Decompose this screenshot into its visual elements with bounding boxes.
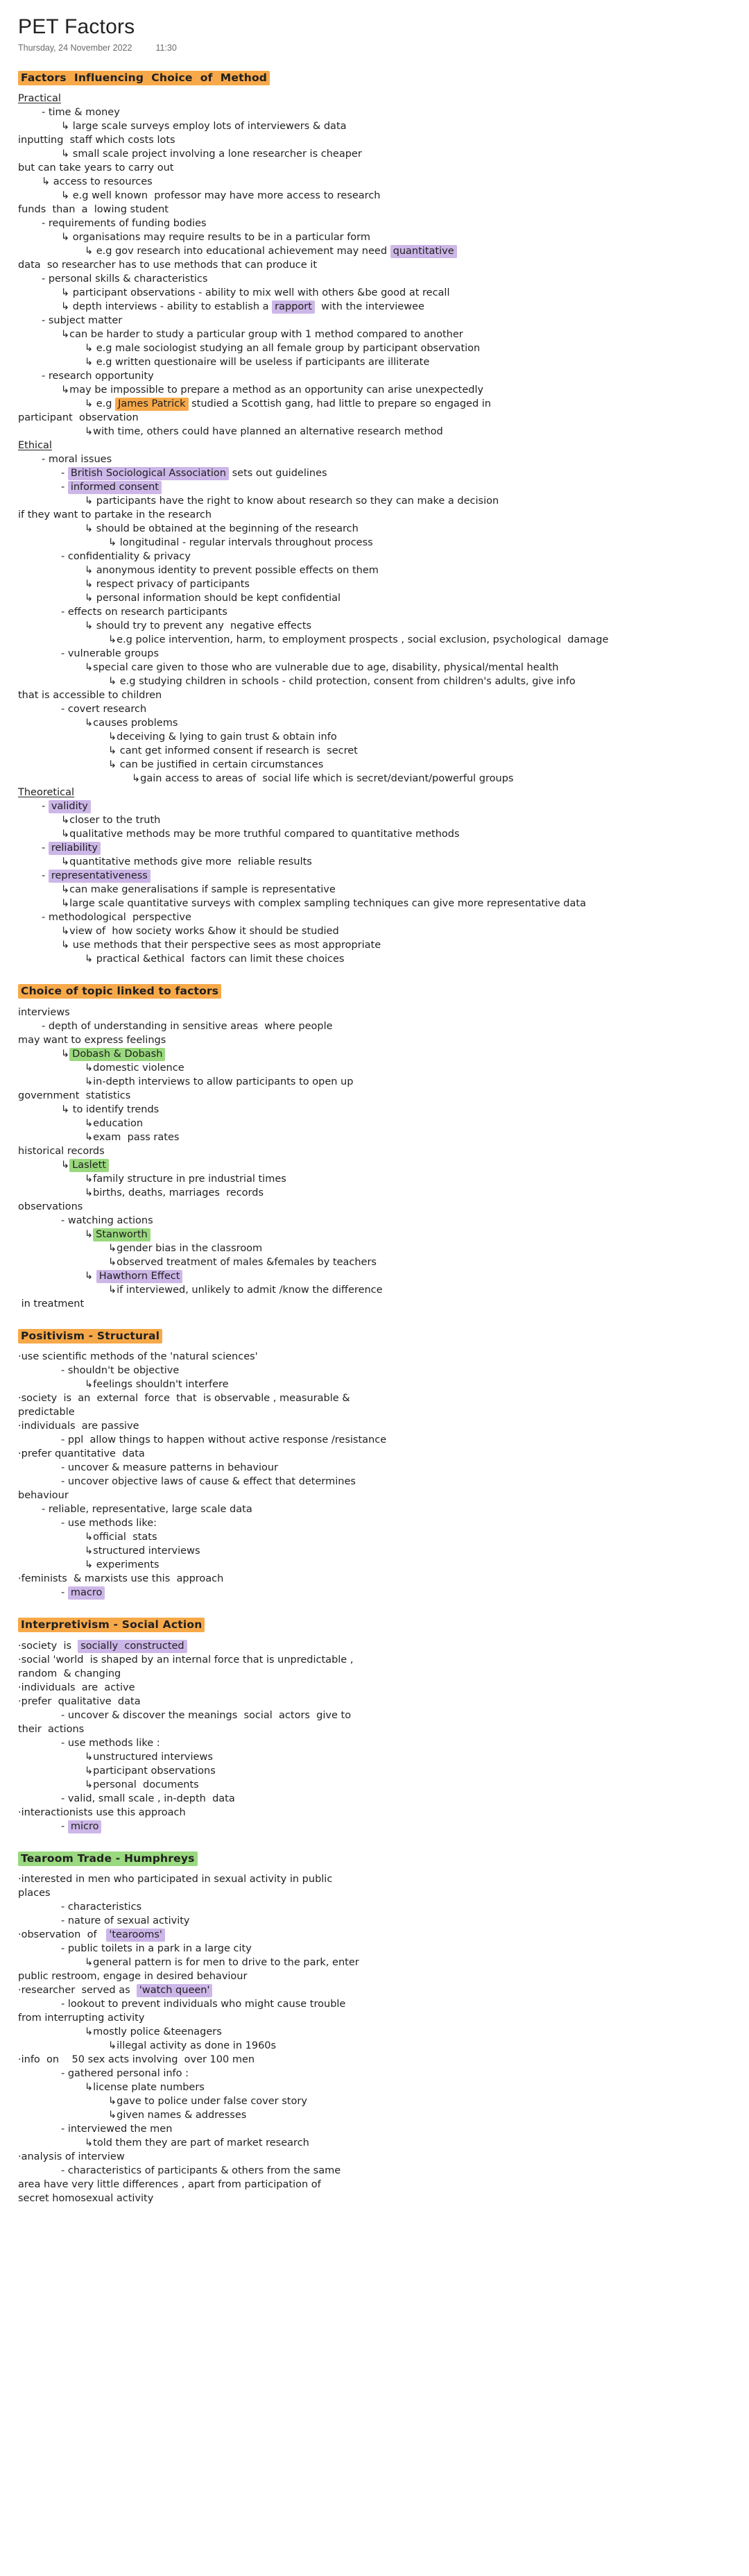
- note-line: ↳license plate numbers: [85, 2081, 205, 2093]
- note-line: ↳quantitative methods give more reliable results: [61, 856, 312, 868]
- note-line: ·interested in men who participated in sexual activity in public: [18, 1873, 333, 1885]
- highlighted-term: reliability: [49, 842, 101, 855]
- highlighted-term: informed consent: [68, 481, 162, 494]
- note-line: ↳ e.g James Patrick studied a Scottish gang, had little to prepare so engaged in: [85, 398, 491, 410]
- highlighted-term: Stanworth: [93, 1228, 150, 1242]
- highlighted-term: 'tearooms': [106, 1929, 165, 1942]
- document-time: 11:30: [155, 43, 177, 53]
- note-line: ↳ Hawthorn Effect: [18, 1269, 731, 1283]
- note-line: data so researcher has to use methods that can produce it: [18, 260, 318, 271]
- section-heading: [18, 1852, 731, 1866]
- note-line: ↳ access to resources: [42, 176, 153, 188]
- highlighted-term: Hawthorn Effect: [96, 1270, 183, 1283]
- highlighted-term: British Sociological Association: [68, 467, 229, 480]
- note-line: ↳ to identify trends: [61, 1103, 160, 1115]
- note-line: ↳ practical &ethical factors can limit these choices: [85, 954, 345, 965]
- note-line: ↳illegal activity as done in 1960s: [108, 2040, 277, 2051]
- highlighted-term: quantitative: [390, 245, 457, 258]
- note-line: Practical: [18, 93, 61, 105]
- note-line: - methodological perspective: [42, 912, 191, 924]
- note-line: ↳observed treatment of males &females by teachers: [108, 1256, 377, 1268]
- note-line: - valid, small scale , in-depth data: [61, 1793, 235, 1804]
- note-line: ↳personal documents: [85, 1779, 199, 1790]
- section-heading-text: Factors Influencing Choice of Method: [18, 71, 270, 85]
- section-heading-text: Interpretivism - Social Action: [18, 1618, 205, 1632]
- highlighted-term: rapport: [272, 300, 315, 314]
- note-line: ↳ large scale surveys employ lots of interviewers & data: [61, 121, 347, 133]
- note-line: - uncover & discover the meanings social actors give to: [61, 1709, 352, 1721]
- note-line: - use methods like:: [61, 1518, 157, 1530]
- note-line: - depth of understanding in sensitive areas where people: [42, 1020, 333, 1032]
- note-line: ↳ experiments: [85, 1559, 160, 1571]
- note-line: ↳given names & addresses: [108, 2109, 247, 2121]
- document-meta: [18, 43, 731, 53]
- note-line: - lookout to prevent individuals who might cause trouble: [61, 1998, 346, 2010]
- note-line: ·observation of 'tearooms': [18, 1928, 731, 1942]
- note-line: - public toilets in a park in a large city: [61, 1942, 252, 1954]
- highlighted-term: socially constructed: [78, 1640, 187, 1653]
- note-line: ↳large scale quantitative surveys with complex sampling techniques can give more representative data: [61, 898, 586, 910]
- note-line: participant observation: [18, 412, 139, 424]
- note-line: - shouldn't be objective: [61, 1365, 180, 1377]
- note-line: ·use scientific methods of the 'natural sciences': [18, 1351, 258, 1363]
- note-line: - reliable, representative, large scale data: [42, 1504, 252, 1516]
- note-line: ↳view of how society works &how it should be studied: [61, 926, 339, 938]
- note-line: Theoretical: [18, 787, 75, 799]
- note-line: ↳ cant get informed consent if research is secret: [108, 745, 358, 757]
- section-heading: [18, 984, 731, 999]
- note-line: Ethical: [18, 440, 52, 452]
- note-line: - uncover & measure patterns in behaviour: [61, 1462, 279, 1474]
- note-line: - interviewed the men: [61, 2123, 173, 2135]
- note-line: ↳ should try to prevent any negative effects: [85, 620, 312, 632]
- note-line: their actions: [18, 1723, 85, 1735]
- note-line: - covert research: [61, 704, 147, 715]
- note-line: - ppl allow things to happen without active response /resistance: [61, 1434, 387, 1446]
- page-title: PET Factors: [18, 15, 135, 38]
- note-line: inputting staff which costs lots: [18, 135, 175, 146]
- note-line: ↳can make generalisations if sample is representative: [61, 884, 336, 896]
- highlighted-term: micro: [68, 1820, 102, 1833]
- note-line: historical records: [18, 1145, 105, 1157]
- note-line: - confidentiality & privacy: [61, 551, 191, 563]
- section-heading: [18, 1618, 731, 1632]
- note-line: ↳ Laslett: [18, 1158, 731, 1172]
- note-line: - effects on research participants: [61, 607, 227, 618]
- note-line: area have very little differences , apart from participation of: [18, 2178, 321, 2190]
- note-line: ↳births, deaths, marriages records: [85, 1187, 264, 1198]
- section-heading-text: Choice of topic linked to factors: [18, 984, 221, 999]
- highlighted-term: macro: [68, 1586, 105, 1600]
- section-spacer: [18, 1600, 731, 1618]
- note-line: - characteristics: [61, 1901, 142, 1913]
- note-line: ↳ Dobash & Dobash: [18, 1047, 731, 1061]
- note-line: ↳ e.g written questionaire will be useless if participants are illiterate: [85, 357, 430, 368]
- note-line: secret homosexual activity: [18, 2192, 154, 2204]
- note-line: - time & money: [42, 107, 120, 119]
- note-line: ↳mostly police &teenagers: [85, 2026, 222, 2037]
- note-line: ↳ anonymous identity to prevent possible effects on them: [85, 565, 379, 577]
- highlighted-term: James Patrick: [115, 398, 188, 411]
- highlighted-term: representativeness: [49, 870, 150, 883]
- note-line: ↳ personal information should be kept confidential: [85, 593, 341, 604]
- note-line: - moral issues: [42, 454, 112, 466]
- note-line: ↳ e.g male sociologist studying an all female group by participant observation: [85, 343, 481, 355]
- note-line: - vulnerable groups: [61, 648, 160, 660]
- note-line: from interrupting activity: [18, 2012, 145, 2024]
- note-line: ·social 'world is shaped by an internal force that is unpredictable ,: [18, 1654, 354, 1666]
- note-line: ↳gave to police under false cover story: [108, 2095, 307, 2107]
- note-line: ↳special care given to those who are vulnerable due to age, disability, physical/mental health: [85, 662, 559, 674]
- section-spacer: [18, 966, 731, 984]
- note-line: ·prefer qualitative data: [18, 1695, 141, 1707]
- note-line: ↳may be impossible to prepare a method as an opportunity can arise unexpectedly: [61, 384, 484, 396]
- note-line: ↳closer to the truth: [61, 815, 161, 827]
- note-line: ↳structured interviews: [85, 1545, 200, 1557]
- note-line: random & changing: [18, 1668, 121, 1679]
- note-line: ·society is an external force that is observable , measurable &: [18, 1393, 350, 1405]
- note-line: - representativeness: [18, 869, 731, 883]
- note-line: - macro: [18, 1586, 731, 1600]
- note-line: in treatment: [18, 1298, 85, 1310]
- note-line: ↳general pattern is for men to drive to the park, enter: [85, 1956, 359, 1968]
- note-line: ·interactionists use this approach: [18, 1806, 186, 1818]
- note-line: ·prefer quantitative data: [18, 1448, 145, 1460]
- heading-spacer: [18, 999, 731, 1006]
- note-line: ↳e.g police intervention, harm, to employment prospects , social exclusion, psychological damage: [108, 634, 609, 646]
- note-line: - watching actions: [61, 1214, 153, 1226]
- note-line: - gathered personal info :: [61, 2067, 189, 2079]
- section-heading-text: Tearoom Trade - Humphreys: [18, 1852, 198, 1866]
- note-line: government statistics: [18, 1090, 131, 1101]
- highlighted-term: validity: [49, 800, 91, 813]
- note-line: ↳can be harder to study a particular group with 1 method compared to another: [61, 329, 463, 341]
- note-line: ·society is socially constructed: [18, 1639, 731, 1653]
- note-line: - British Sociological Association sets out guidelines: [61, 468, 327, 480]
- heading-spacer: [18, 1633, 731, 1639]
- note-line: ↳with time, others could have planned an alternative research method: [85, 426, 443, 438]
- note-line: ↳official stats: [85, 1532, 157, 1543]
- note-line: ↳told them they are part of market research: [85, 2137, 309, 2149]
- note-line: ↳ e.g gov research into educational achievement may need quantitative: [18, 244, 731, 258]
- note-line: ↳ small scale project involving a lone researcher is cheaper: [61, 149, 362, 160]
- note-line: but can take years to carry out: [18, 162, 174, 174]
- note-line: ↳family structure in pre industrial times: [85, 1173, 286, 1185]
- note-line: - informed consent: [18, 480, 731, 494]
- note-line: ↳ organisations may require results to be in a particular form: [61, 232, 371, 244]
- note-line: ↳unstructured interviews: [85, 1751, 213, 1763]
- note-line: funds than a lowing student: [18, 204, 169, 216]
- note-line: ·feminists & marxists use this approach: [18, 1573, 224, 1585]
- note-line: ↳ participants have the right to know about research so they can make a decision: [85, 495, 499, 507]
- note-line: - requirements of funding bodies: [42, 218, 207, 230]
- note-line: ↳gender bias in the classroom: [108, 1242, 263, 1254]
- note-line: places: [18, 1887, 51, 1899]
- note-line: ↳ should be obtained at the beginning of the research: [85, 523, 359, 535]
- section-spacer: [18, 1833, 731, 1852]
- note-line: ↳ can be justified in certain circumstances: [108, 759, 324, 771]
- note-line: ↳deceiving & lying to gain trust & obtain info: [108, 731, 337, 743]
- highlighted-term: Laslett: [69, 1159, 109, 1172]
- note-line: ↳ longitudinal - regular intervals throughout process: [108, 537, 373, 549]
- note-line: - uncover objective laws of cause & effect that determines: [61, 1476, 356, 1488]
- note-line: ·researcher served as 'watch queen': [18, 1983, 731, 1997]
- note-line: ↳feelings shouldn't interfere: [85, 1379, 229, 1391]
- note-line: ↳domestic violence: [85, 1062, 184, 1074]
- note-line: ↳exam pass rates: [85, 1131, 180, 1143]
- note-line: - validity: [18, 799, 731, 813]
- note-line: interviews: [18, 1006, 70, 1018]
- highlighted-term: 'watch queen': [137, 1984, 213, 1997]
- note-line: ·info on 50 sex acts involving over 100 men: [18, 2053, 255, 2065]
- note-line: ·analysis of interview: [18, 2151, 125, 2162]
- note-line: ↳ Stanworth: [18, 1228, 731, 1242]
- note-line: ↳ use methods that their perspective sees as most appropriate: [61, 940, 381, 951]
- note-line: - reliability: [18, 841, 731, 855]
- heading-spacer: [18, 1866, 731, 1872]
- note-line: ↳gain access to areas of social life which is secret/deviant/powerful groups: [132, 773, 514, 785]
- note-line: may want to express feelings: [18, 1034, 166, 1046]
- section-heading-text: Positivism - Structural: [18, 1329, 162, 1344]
- note-line: - subject matter: [42, 315, 123, 327]
- document-date: Thursday, 24 November 2022: [18, 43, 132, 53]
- note-line: that is accessible to children: [18, 690, 162, 702]
- note-line: public restroom, engage in desired behaviour: [18, 1970, 248, 1982]
- section-heading: [18, 1329, 731, 1344]
- note-line: - research opportunity: [42, 371, 154, 382]
- note-line: ↳ depth interviews - ability to establish a rapport with the interviewee: [61, 301, 424, 313]
- note-line: behaviour: [18, 1490, 69, 1502]
- note-line: predictable: [18, 1407, 75, 1418]
- note-line: ·individuals are active: [18, 1681, 135, 1693]
- note-line: - personal skills & characteristics: [42, 273, 208, 285]
- note-line: ↳ e.g well known professor may have more access to research: [61, 190, 381, 202]
- notes-body: [18, 71, 731, 2205]
- note-line: ↳qualitative methods may be more truthful compared to quantitative methods: [61, 829, 460, 840]
- note-line: ·individuals are passive: [18, 1421, 139, 1432]
- note-line: ↳ participant observations - ability to mix well with others &be good at recall: [61, 287, 450, 299]
- highlighted-term: Dobash & Dobash: [69, 1048, 165, 1061]
- note-line: if they want to partake in the research: [18, 509, 212, 521]
- note-line: - characteristics of participants & others from the same: [61, 2164, 341, 2176]
- note-line: - use methods like :: [61, 1737, 160, 1749]
- note-line: ↳causes problems: [85, 718, 178, 729]
- heading-spacer: [18, 85, 731, 92]
- note-line: - micro: [18, 1820, 731, 1833]
- heading-spacer: [18, 1344, 731, 1350]
- note-line: - nature of sexual activity: [61, 1915, 190, 1926]
- note-line: ↳if interviewed, unlikely to admit /know the difference: [108, 1284, 383, 1296]
- note-line: observations: [18, 1201, 83, 1212]
- note-line: ↳ respect privacy of participants: [85, 579, 250, 591]
- section-heading: [18, 71, 731, 85]
- note-line: ↳education: [85, 1117, 144, 1129]
- note-line: ↳participant observations: [85, 1765, 216, 1777]
- section-spacer: [18, 1311, 731, 1329]
- note-line: ↳in-depth interviews to allow participants to open up: [85, 1076, 354, 1087]
- note-line: ↳ e.g studying children in schools - child protection, consent from children's adults, give info: [108, 676, 576, 688]
